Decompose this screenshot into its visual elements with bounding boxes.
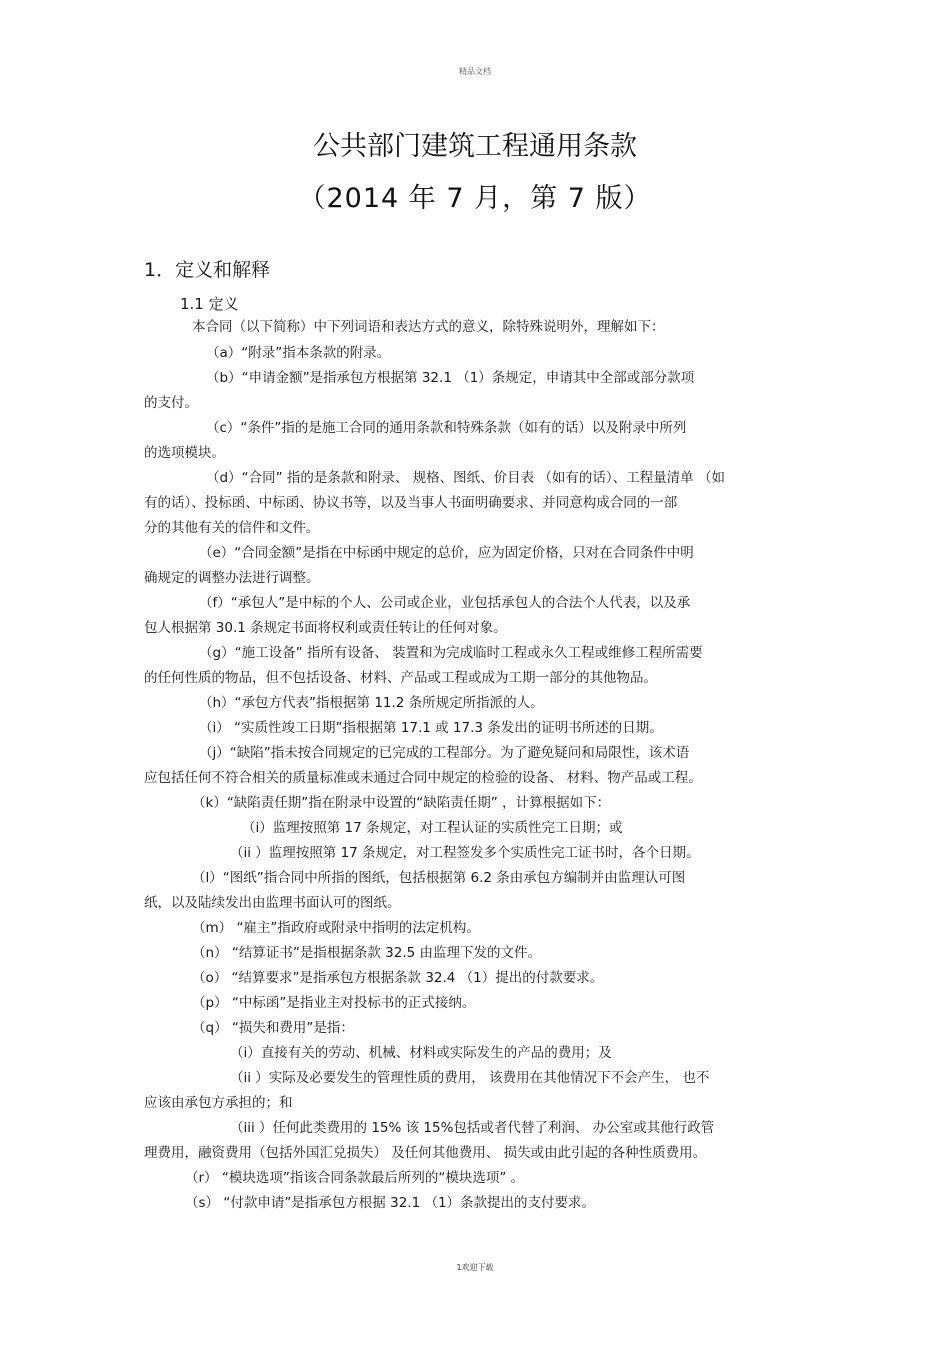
page-footer: 1欢迎下载 (456, 1263, 494, 1272)
definition-line: （c）“条件”指的是施工合同的通用条款和特殊条款（如有的话）以及附录中所列 (206, 420, 687, 436)
definition-line: 的任何性质的物品，但不包括设备、材料、产品或工程或成为工期一部分的其他物品。 (144, 670, 657, 686)
definition-line: （l）“图纸”指合同中所指的图纸，包括根据第 6.2 条由承包方编制并由监理认可图 (192, 870, 686, 886)
definition-line: （b）“申请金额”是指承包方根据第 32.1 （1）条规定，申请其中全部或部分款项 (206, 370, 695, 386)
definition-line: （i）监理按照第 17 条规定，对工程认证的实质性完工日期；或 (242, 820, 623, 836)
definition-line: （p） “中标函”是指业主对投标书的正式接纳。 (192, 995, 476, 1011)
definition-line: 理费用，融资费用（包括外国汇兑损失） 及任何其他费用、 损失或由此引起的各种性质费用。 (144, 1145, 707, 1161)
definition-line: （h）“承包方代表”指根据第 11.2 条所规定所指派的人。 (199, 695, 544, 711)
definition-line: （d）“合同” 指的是条款和附录、 规格、图纸、价目表 （如有的话）、工程量清单 （如 (206, 470, 725, 486)
definition-line: （ii ）监理按照第 17 条规定，对工程签发多个实质性完工证书时，各个日期。 (230, 845, 700, 861)
definition-line: （i） “实质性竣工日期”指根据第 17.1 或 17.3 条发出的证明书所述的日期。 (199, 720, 663, 736)
definition-line: 的选项模块。 (144, 445, 225, 461)
definition-line: （iii ）任何此类费用的 15% 该 15%包括或者代替了利润、 办公室或其他行政管 (230, 1120, 715, 1136)
definition-line: 确规定的调整办法进行调整。 (144, 570, 320, 586)
definition-line: （i）直接有关的劳动、机械、材料或实际发生的产品的费用；及 (230, 1045, 612, 1061)
definition-line: （a）“附录”指本条款的附录。 (206, 345, 391, 361)
intro-line: 本合同（以下简称）中下列词语和表达方式的意义，除特殊说明外，理解如下： (192, 319, 665, 335)
definition-line: （n） “结算证书”是指根据条款 32.5 由监理下发的文件。 (192, 945, 541, 961)
definition-line: （s） “付款申请”是指承包方根据 32.1 （1）条款提出的支付要求。 (185, 1195, 596, 1211)
definition-line: （ii ）实际及必要发生的管理性质的费用， 该费用在其他情况下不会产生， 也不 (230, 1070, 710, 1086)
definition-line: （e）“合同金额”是指在中标函中规定的总价，应为固定价格，只对在合同条件中明 (199, 545, 694, 561)
definition-line: 包人根据第 30.1 条规定书面将权利或责任转让的任何对象。 (144, 620, 507, 636)
subsection-heading: 1.1 定义 (180, 295, 239, 313)
document-title: 公共部门建筑工程通用条款 (313, 131, 637, 162)
definition-line: 有的话）、投标函、中标函、协议书等，以及当事人书面明确要求、并同意构成合同的一部 (144, 495, 678, 511)
definition-line: （q） “损失和费用”是指： (192, 1020, 354, 1036)
definition-line: 纸，以及陆续发出由监理书面认可的图纸。 (144, 895, 401, 911)
definition-line: （f）“承包人”是中标的个人、公司或企业，业包括承包人的合法个人代表，以及承 (199, 595, 691, 611)
document-subtitle: （2014 年 7 月，第 7 版） (298, 183, 652, 214)
definition-line: （k）“缺陷责任期”指在附录中设置的“缺陷责任期” ，计算根据如下： (192, 795, 611, 811)
definition-line: 的支付。 (144, 395, 198, 411)
definition-line: 应该由承包方承担的；和 (144, 1095, 293, 1111)
definition-line: （m） “雇主”指政府或附录中指明的法定机构。 (192, 920, 480, 936)
definition-line: 分的其他有关的信件和文件。 (144, 520, 320, 536)
definition-line: （r） “模块选项”指该合同条款最后所列的“模块选项” 。 (185, 1170, 525, 1186)
page-header: 精品文档 (459, 67, 491, 76)
definition-line: 应包括任何不符合相关的质量标准或未通过合同中规定的检验的设备、 材料、物产品或工程。 (144, 770, 702, 786)
definition-line: （o） “结算要求”是指承包方根据条款 32.4 （1）提出的付款要求。 (192, 970, 604, 986)
definition-line: （j）“缺陷”指未按合同规定的已完成的工程部分。为了避免疑问和局限性，该术语 (199, 745, 690, 761)
definition-line: （g）“施工设备” 指所有设备、 装置和为完成临时工程或永久工程或维修工程所需要 (199, 645, 703, 661)
section-heading: 1．定义和解释 (144, 259, 271, 281)
